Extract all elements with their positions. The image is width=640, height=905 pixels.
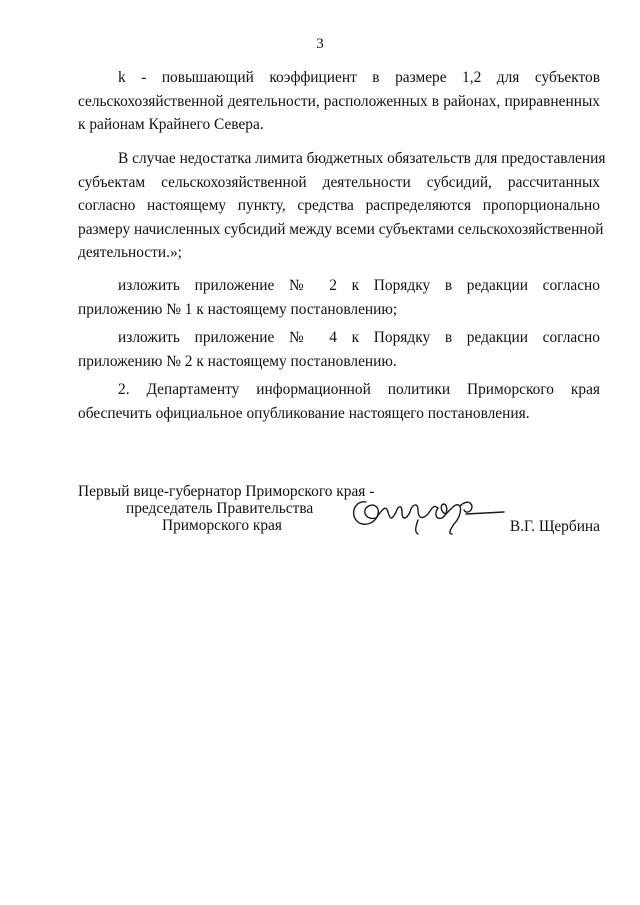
text-line: согласно настоящему пункту, средства распределяются пропорционально <box>78 197 600 214</box>
text-line: деятельности.»; <box>78 244 182 261</box>
text-line: 2. Департаменту информационной политики Приморского края <box>118 381 600 398</box>
text-line: приложению № 1 к настоящему постановлению; <box>78 300 398 318</box>
signatory-name: В.Г. Щербина <box>509 518 600 535</box>
text-line: субъектам сельскохозяйственной деятельности субсидий, рассчитанных <box>78 173 600 191</box>
text-line: приложению № 2 к настоящему постановлению. <box>78 352 397 370</box>
text-line: k - повышающий коэффициент в размере 1,2 для субъектов <box>118 69 600 86</box>
text-line: изложить приложение № 2 к Порядку в редакции согласно <box>118 277 600 294</box>
paragraph-publication <box>78 378 600 425</box>
text-line: размеру начисленных субсидий между всеми субъектами сельскохозяйственной <box>78 220 604 238</box>
paragraph-limit-shortage <box>78 147 606 265</box>
text-line: сельскохозяйственной деятельности, расположенных в районах, приравненных <box>78 92 600 110</box>
page-number: 3 <box>316 36 324 52</box>
signatory-title-line: Приморского края <box>162 517 282 534</box>
text-line: В случае недостатка лимита бюджетных обязательств для предоставления <box>118 150 606 167</box>
paragraph-appendix-2 <box>78 274 600 321</box>
text-line: обеспечить официальное опубликование настоящего постановления. <box>78 404 530 422</box>
text-line: изложить приложение № 4 к Порядку в редакции согласно <box>118 329 600 346</box>
paragraph-coefficient <box>78 66 600 137</box>
signature-block <box>78 482 600 542</box>
signatory-title-line: Первый вице-губернатор Приморского края - <box>78 483 375 500</box>
handwritten-signature <box>348 490 508 536</box>
paragraph-appendix-4 <box>78 326 600 373</box>
signatory-title-line: председатель Правительства <box>126 500 314 517</box>
text-line: к районам Крайнего Севера. <box>78 116 264 133</box>
